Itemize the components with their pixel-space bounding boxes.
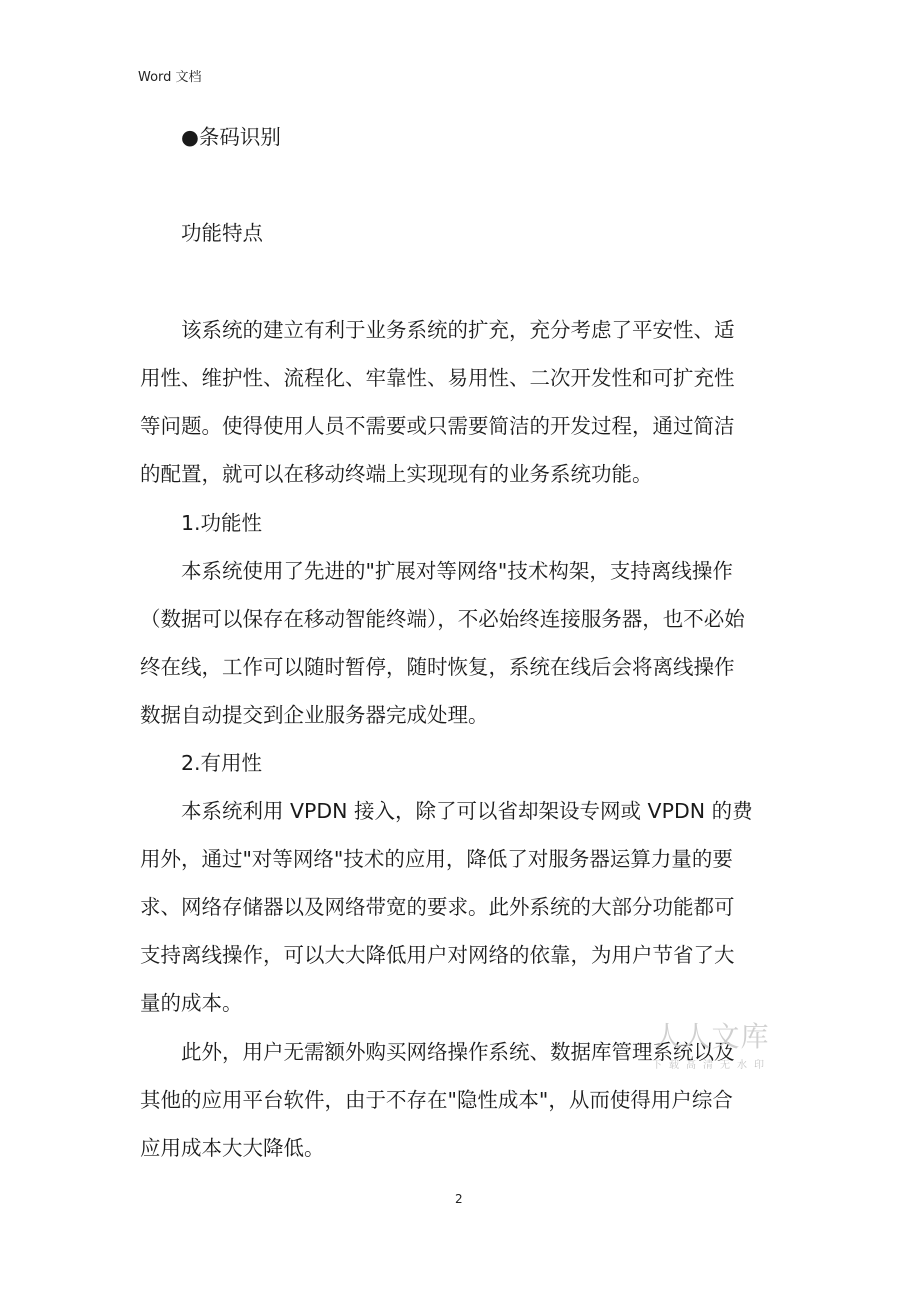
item1-title: 1.功能性	[181, 511, 263, 535]
paragraph-line: 等问题。使得使用人员不需要或只需要简洁的开发过程，通过简洁	[140, 414, 735, 438]
paragraph-line: 用外，通过"对等网络"技术的应用，降低了对服务器运算力量的要	[140, 847, 733, 871]
paragraph-line: 数据自动提交到企业服务器完成处理。	[140, 703, 489, 727]
paragraph-line: 本系统使用了先进的"扩展对等网络"技术构架，支持离线操作	[181, 559, 733, 583]
paragraph-line: 本系统利用 VPDN 接入，除了可以省却架设专网或 VPDN 的费	[181, 799, 753, 823]
watermark	[652, 1015, 771, 1071]
paragraph-line: 终在线，工作可以随时暂停，随时恢复，系统在线后会将离线操作	[140, 655, 735, 679]
paragraph-line: 该系统的建立有利于业务系统的扩充，充分考虑了平安性、适	[181, 318, 735, 342]
page-number: 2	[455, 1192, 463, 1206]
paragraph-line: 其他的应用平台软件，由于不存在"隐性成本"，从而使得用户综合	[140, 1088, 733, 1112]
bullet-heading: ●条码识别	[181, 125, 281, 149]
paragraph-line: 用性、维护性、流程化、牢靠性、易用性、二次开发性和可扩充性	[140, 366, 735, 390]
paragraph-line: 的配置，就可以在移动终端上实现现有的业务系统功能。	[140, 462, 653, 486]
watermark-subtitle: 下载高清无水印	[652, 1060, 771, 1071]
paragraph-line: 支持离线操作，可以大大降低用户对网络的依靠，为用户节省了大	[140, 943, 735, 967]
paragraph-line: 求、网络存储器以及网络带宽的要求。此外系统的大部分功能都可	[140, 895, 735, 919]
document-header-label: Word 文档	[138, 70, 202, 85]
paragraph-line: 此外，用户无需额外购买网络操作系统、数据库管理系统以及	[181, 1040, 735, 1064]
item2-title: 2.有用性	[181, 751, 263, 775]
watermark-title: 人人文库	[653, 1020, 770, 1053]
paragraph-line: 量的成本。	[140, 991, 243, 1015]
paragraph-line: 应用成本大大降低。	[140, 1136, 325, 1160]
paragraph-line: （数据可以保存在移动智能终端），不必始终连接服务器，也不必始	[140, 607, 745, 631]
features-heading: 功能特点	[181, 221, 263, 245]
